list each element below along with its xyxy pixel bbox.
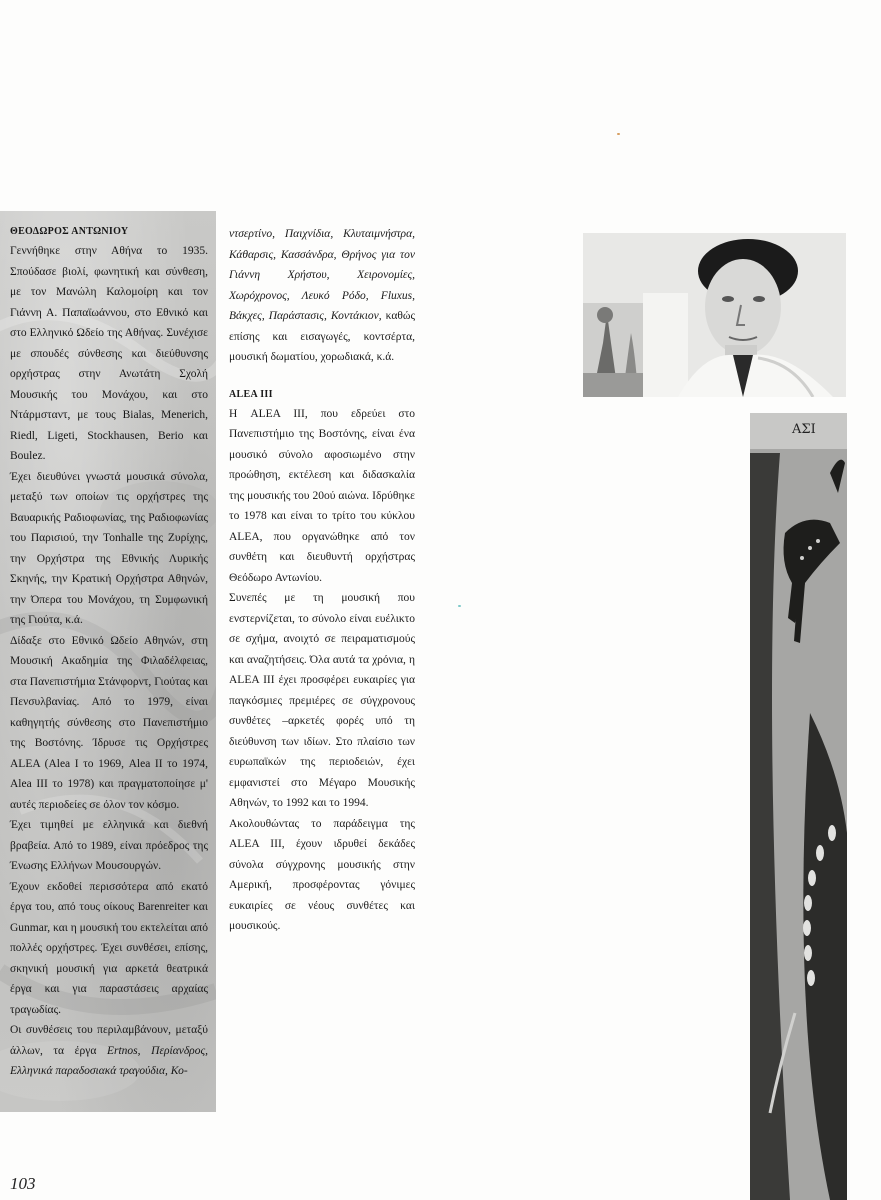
- works-titles-continued: ντσερτίνο, Παιχνίδια, Κλυταιμνήστρα, Κάθαρσις, Κασσάνδρα, Θρήνος για τον Γιάννη Χρήστου, Χειρονομίες, Χωρόχρονος, Λευκό Ρόδο, Fluxus, Βάκχες, Παράστασις, Κοντάκιον,: [229, 228, 415, 322]
- alea-heading: ALEA III: [229, 388, 273, 400]
- works-intro: Οι συνθέσεις του περιλαμβάνουν, μεταξύ άλλων, τα έργα: [10, 1024, 208, 1057]
- composer-portrait-photo: [583, 233, 846, 397]
- bio-paragraph: Έχει τιμηθεί με ελληνικά και διεθνή βραβεία. Από το 1989, είναι πρόεδρος της Ένωσης Ελλήνων Μουσουργών.: [10, 819, 208, 872]
- works-continued: [229, 224, 415, 368]
- scan-speck: [458, 605, 461, 607]
- page-number: 103: [10, 1174, 36, 1193]
- bio-paragraph: Έχει διευθύνει γνωστά μουσικά σύνολα, μεταξύ των οποίων τις ορχήστρες της Βαυαρικής Ραδιοφωνίας, της Ραδιοφωνίας του Παρισιού, την Tonhalle της Ζυρίχης, την Ορχήστρα της Εθνικής Λυρικής Σκηνής, την Κρατική Ορχήστρα Αθηνών, την Όπερα του Μονάχου, τη Συμφωνική της Γιούτα, κ.ά.: [10, 470, 208, 626]
- biography-text: [10, 223, 208, 1082]
- alea-paragraph: Η ALEA III, που εδρεύει στο Πανεπιστήμιο της Βοστόνης, είναι ένα μουσικό σύνολο αφοσιωμένο στην προώθηση, εκτέλεση και διδασκαλία της μουσικής του 20ού αιώνα. Ιδρύθηκε το 1978 και είναι το τρίτο του κύκλου ALEA, που οργανώθηκε από τον συνθέτη και διευθυντή ορχήστρας Θεόδωρο Αντωνίου.: [229, 407, 415, 584]
- bio-paragraph: Δίδαξε στο Εθνικό Ωδείο Αθηνών, στη Μουσική Ακαδημία της Φιλαδέλφειας, στα Πανεπιστήμια Στάνφορντ, Γιούτας και Πενσυλβανίας. Από το 1979, είναι καθηγητής σύνθεσης στο Πανεπιστήμιο της Βοστόνης. Ίδρυσε τις Ορχήστρες ALEA (Alea I το 1969, Alea II το 1974, Alea III το 1978) και πραγματοποίησε μ' αυτές περιοδείες σε όλον τον κόσμο.: [10, 634, 208, 811]
- alea-paragraph: Συνεπές με τη μουσική που ενστερνίζεται, το σύνολο είναι ευέλικτο σε σχήμα, ανοιχτό σε πειραματισμούς και αναζητήσεις. Όλα αυτά τα χρόνια, η ALEA III έχει προσφέρει ευκαιρίες για παγκόσμιες πρεμιέρες σε σύγχρονους συνθέτες –αρκετές φορές υπό τη διεύθυνση των ιδίων. Στο πλαίσιο των ευρωπαϊκών της περιοδειών, έχει εμφανιστεί στο Μέγαρο Μουσικής Αθηνών, το 1992 και το 1994.: [229, 592, 415, 809]
- biography-heading: ΘΕΟΔΩΡΟΣ ΑΝΤΩΝΙΟΥ: [10, 226, 129, 237]
- bio-paragraph: Έχουν εκδοθεί περισσότερα από εκατό έργα του, από τους οίκους Barenreiter και Gunmar, και η μουσική του εκτελείται από πολλές ορχήστρες. Έχει συνθέσει, επίσης, σκηνική μουσική για αρκετά θεατρικά έργα και για παραστάσεις αρχαίας τραγωδίας.: [10, 880, 208, 1016]
- biography-panel: [0, 211, 216, 1112]
- bio-paragraph: Γεννήθηκε στην Αθήνα το 1935. Σπούδασε βιολί, φωνητική και σύνθεση, με τον Μανώλη Καλομοίρη και τον Γιάννη Α. Παπαϊωάννου, στο Εθνικό και στο Ελληνικό Ωδείο της Αθήνας. Συνέχισε με σπουδές σύνθεσης και διεύθυνσης ορχήστρας στην Ανωτάτη Σχολή Μουσικής του Μονάχου, και στο Ντάρμσταντ, με τους Bialas, Menerich, Riedl, Ligeti, Stockhausen, Berio και Boulez.: [10, 245, 208, 462]
- works-paragraph: [10, 1020, 208, 1082]
- works-titles: Ertnos, Περίανδρος, Ελληνικά παραδοσιακά τραγούδια, Κο-: [10, 1044, 208, 1077]
- works-tail: καθώς επίσης και εισαγωγές, κοντσέρτα, μουσική δωματίου, χορωδιακά, κ.ά.: [229, 310, 415, 363]
- alea-paragraph: Ακολουθώντας το παράδειγμα της ALEA III, έχουν ιδρυθεί δεκάδες σύνολα σύγχρονης μουσικής στην Αμερική, προσφέροντας γόνιμες ευκαιρίες σε νέους συνθέτες και μουσικούς.: [229, 817, 415, 932]
- middle-column: [229, 224, 415, 937]
- scan-speck: [617, 133, 620, 135]
- portrait-image: [583, 233, 846, 397]
- vase-figure: [750, 413, 847, 1200]
- vase-painting-image: [750, 413, 847, 1200]
- vase-inscription: ΑΣΙ: [792, 422, 816, 437]
